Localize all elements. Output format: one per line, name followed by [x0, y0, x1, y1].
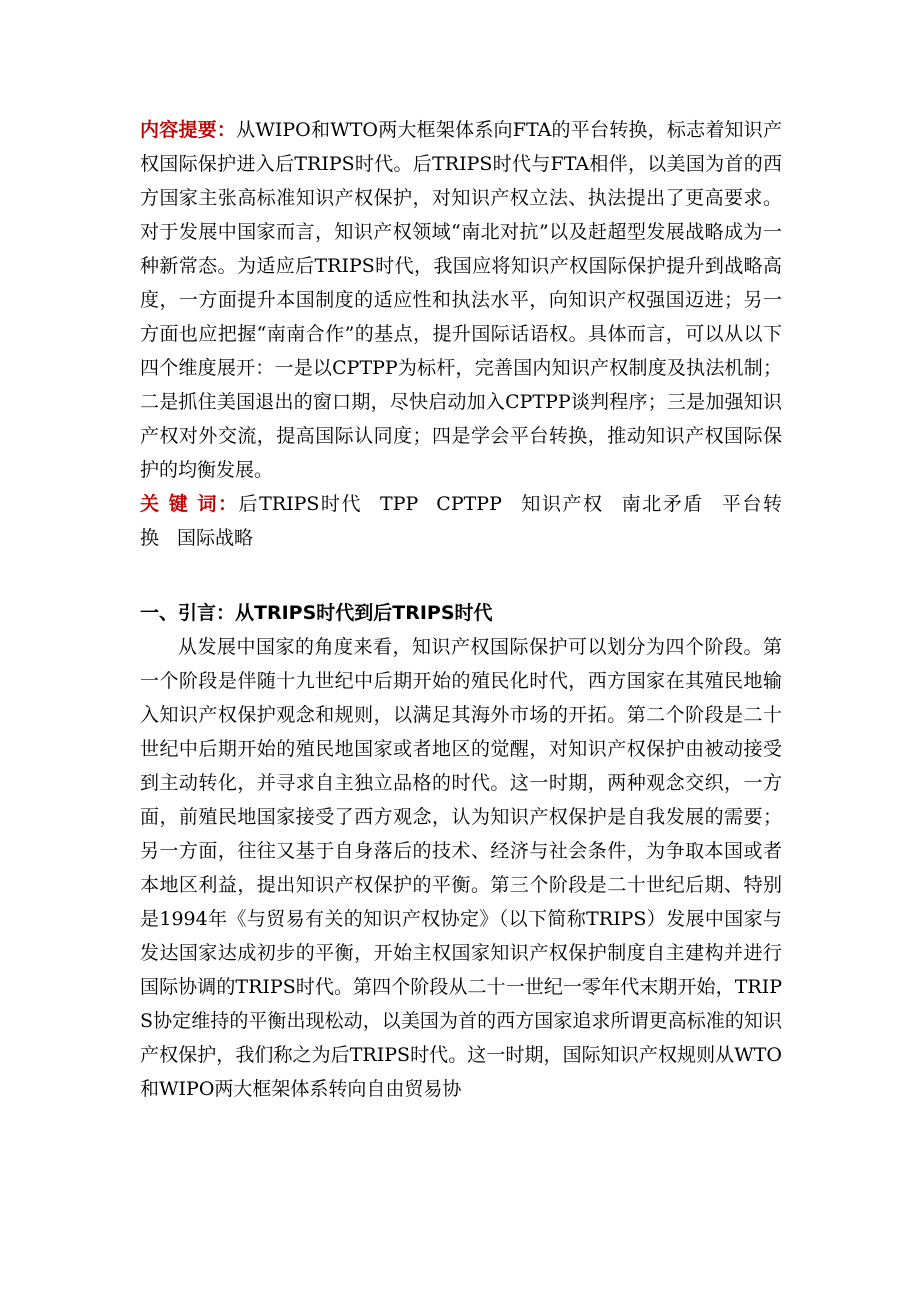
keywords-label: 关 键 词： [140, 493, 239, 515]
keyword-item: 知识产权 [519, 493, 604, 515]
keyword-item: 后TRIPS时代 [238, 493, 363, 515]
keyword-item: CPTPP [436, 493, 502, 515]
document-page [140, 113, 782, 1106]
abstract-label: 内容提要： [140, 119, 237, 141]
section-heading: 一、引言：从TRIPS时代到后TRIPS时代 [140, 602, 493, 624]
keyword-item: 国际战略 [177, 527, 254, 549]
abstract-paragraph [140, 113, 782, 487]
keyword-item: 平台转换 [140, 493, 782, 549]
body-paragraph: 从发展中国家的角度来看，知识产权国际保护可以划分为四个阶段。第一个阶段是伴随十九世纪中后期开始的殖民化时代，西方国家在其殖民地输入知识产权保护观念和规则，以满足其海外市场的开拓。第二个阶段是二十世纪中后期开始的殖民地国家或者地区的觉醒，对知识产权保护由被动接受到主动转化，并寻求自主独立品格的时代。这一时期，两种观念交织，一方面，前殖民地国家接受了西方观念，认为知识产权保护是自我发展的需要；另一方面，往往又基于自身落后的技术、经济与社会条件，为争取本国或者本地区利益，提出知识产权保护的平衡。第三个阶段是二十世纪后期、特别是1994年《与贸易有关的知识产权协定》（以下简称TRIPS）发展中国家与发达国家达成初步的平衡，开始主权国家知识产权保护制度自主建构并进行国际协调的TRIPS时代。第四个阶段从二十一世纪一零年代末期开始，TRIPS协定维持的平衡出现松动，以美国为首的西方国家追求所谓更高标准的知识产权保护，我们称之为后TRIPS时代。这一时期，国际知识产权规则从WTO和WIPO两大框架体系转向自由贸易协 [140, 636, 782, 1100]
abstract-text: 从WIPO和WTO两大框架体系向FTA的平台转换，标志着知识产权国际保护进入后TRIPS时代。后TRIPS时代与FTA相伴，以美国为首的西方国家主张高标准知识产权保护，对知识产权立法、执法提出了更高要求。对于发展中国家而言，知识产权领域“南北对抗”以及赶超型发展战略成为一种新常态。为适应后TRIPS时代，我国应将知识产权国际保护提升到战略高度，一方面提升本国制度的适应性和执法水平，向知识产权强国迈进；另一方面也应把握“南南合作”的基点，提升国际话语权。具体而言，可以从以下四个维度展开：一是以CPTPP为标杆，完善国内知识产权制度及执法机制；二是抓住美国退出的窗口期，尽快启动加入CPTPP谈判程序；三是加强知识产权对外交流，提高国际认同度；四是学会平台转换，推动知识产权国际保护的均衡发展。 [140, 119, 782, 481]
keyword-item: 南北矛盾 [621, 493, 704, 515]
keywords-paragraph [140, 487, 782, 555]
keyword-item: TPP [380, 493, 419, 515]
